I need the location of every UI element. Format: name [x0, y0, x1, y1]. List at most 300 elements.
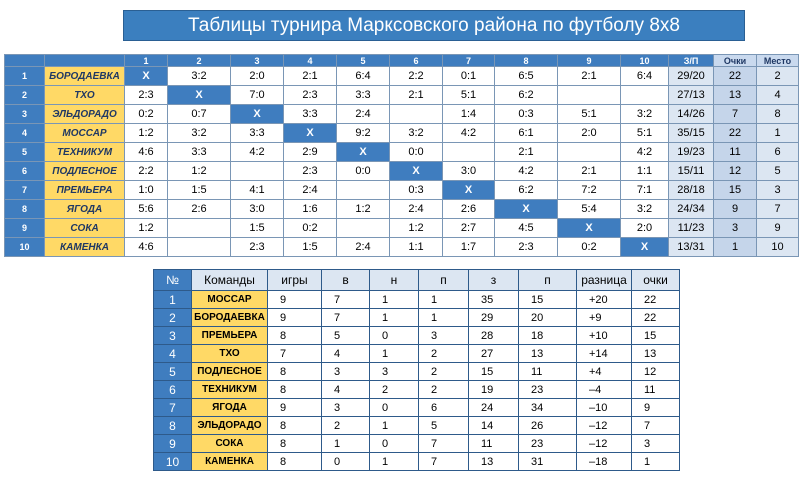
diagonal-cell: Х	[168, 86, 231, 105]
score-cell: 1:2	[125, 219, 168, 238]
stat-cell-games: 9	[268, 309, 322, 327]
score-cell: 2:9	[284, 143, 337, 162]
stat-cell-l: 5	[419, 417, 469, 435]
score-cell: 7:2	[558, 181, 621, 200]
place-cell: 1	[757, 124, 799, 143]
team-name: ЭЛЬДОРАДО	[45, 105, 125, 124]
stat-cell-games: 8	[268, 453, 322, 471]
score-cell	[337, 219, 390, 238]
stat-cell-pts: 1	[632, 453, 680, 471]
score-cell: 5:1	[443, 86, 495, 105]
score-cell: 4:6	[125, 143, 168, 162]
col-header-points: очки	[632, 270, 680, 291]
col-number: 5	[337, 55, 390, 67]
crosstable-row	[5, 124, 799, 143]
stat-cell-w: 5	[322, 327, 370, 345]
diagonal-cell: Х	[558, 219, 621, 238]
score-cell: 2:6	[168, 200, 231, 219]
crosstable-row	[5, 162, 799, 181]
score-cell: 4:6	[125, 238, 168, 257]
score-cell: 2:1	[390, 86, 443, 105]
place-cell: 10	[757, 238, 799, 257]
rank-cell: 2	[154, 309, 192, 327]
row-number: 4	[5, 124, 45, 143]
score-cell: 4:2	[231, 143, 284, 162]
stat-cell-w: 7	[322, 309, 370, 327]
score-cell: 6:2	[495, 86, 558, 105]
score-cell: 4:2	[495, 162, 558, 181]
score-cell: 1:2	[390, 219, 443, 238]
team-name: МОССАР	[192, 291, 268, 309]
row-number: 7	[5, 181, 45, 200]
goals-cell: 29/20	[669, 67, 714, 86]
score-cell: 2:1	[495, 143, 558, 162]
score-cell: 1:0	[125, 181, 168, 200]
team-name: СОКА	[45, 219, 125, 238]
team-name: ТЕХНИКУМ	[45, 143, 125, 162]
diagonal-cell: Х	[231, 105, 284, 124]
score-cell: 1:2	[168, 162, 231, 181]
stat-cell-w: 7	[322, 291, 370, 309]
score-cell: 6:4	[337, 67, 390, 86]
col-header-goals-against: п	[519, 270, 577, 291]
stat-cell-diff: –12	[577, 435, 632, 453]
zp-header: З/П	[669, 55, 714, 67]
points-cell: 7	[714, 105, 757, 124]
score-cell	[231, 162, 284, 181]
place-cell: 4	[757, 86, 799, 105]
points-cell: 12	[714, 162, 757, 181]
score-cell: 2:4	[337, 105, 390, 124]
standings-row	[154, 453, 680, 471]
standings-row	[154, 381, 680, 399]
crosstable-row	[5, 143, 799, 162]
stat-cell-diff: –10	[577, 399, 632, 417]
score-cell: 3:2	[390, 124, 443, 143]
diagonal-cell: Х	[337, 143, 390, 162]
stat-cell-pts: 22	[632, 309, 680, 327]
team-name: ЭЛЬДОРАДО	[192, 417, 268, 435]
place-cell: 7	[757, 200, 799, 219]
rank-cell: 5	[154, 363, 192, 381]
stat-cell-ga: 31	[519, 453, 577, 471]
row-number: 6	[5, 162, 45, 181]
col-header-number: №	[154, 270, 192, 291]
score-cell: 1:4	[443, 105, 495, 124]
score-cell: 2:4	[284, 181, 337, 200]
score-cell: 2:2	[390, 67, 443, 86]
stat-cell-d: 0	[370, 435, 419, 453]
stat-cell-w: 1	[322, 435, 370, 453]
row-number: 1	[5, 67, 45, 86]
stat-cell-games: 7	[268, 345, 322, 363]
row-number: 3	[5, 105, 45, 124]
score-cell: 3:0	[443, 162, 495, 181]
score-cell: 0:2	[125, 105, 168, 124]
rank-cell: 4	[154, 345, 192, 363]
col-number: 3	[231, 55, 284, 67]
crosstable-row	[5, 105, 799, 124]
team-name: БОРОДАЕВКА	[192, 309, 268, 327]
col-header-games: игры	[268, 270, 322, 291]
crosstable-header-row	[5, 55, 799, 67]
stat-cell-pts: 12	[632, 363, 680, 381]
col-header-teams: Команды	[192, 270, 268, 291]
rank-cell: 10	[154, 453, 192, 471]
score-cell	[168, 238, 231, 257]
stat-cell-pts: 9	[632, 399, 680, 417]
crosstable-row	[5, 238, 799, 257]
place-cell: 9	[757, 219, 799, 238]
stat-cell-diff: –12	[577, 417, 632, 435]
score-cell: 6:4	[621, 67, 669, 86]
stat-cell-games: 8	[268, 417, 322, 435]
team-name: ТХО	[45, 86, 125, 105]
team-name: ПРЕМЬЕРА	[45, 181, 125, 200]
points-cell: 13	[714, 86, 757, 105]
rank-cell: 6	[154, 381, 192, 399]
standings-row	[154, 327, 680, 345]
stat-cell-games: 8	[268, 435, 322, 453]
team-name: КАМЕНКА	[192, 453, 268, 471]
score-cell: 1:2	[125, 124, 168, 143]
points-cell: 9	[714, 200, 757, 219]
stat-cell-gf: 27	[469, 345, 519, 363]
score-cell: 0:1	[443, 67, 495, 86]
stat-cell-ga: 15	[519, 291, 577, 309]
diagonal-cell: Х	[284, 124, 337, 143]
place-header: Место	[757, 55, 799, 67]
stat-cell-w: 3	[322, 363, 370, 381]
score-cell: 6:2	[495, 181, 558, 200]
score-cell: 5:6	[125, 200, 168, 219]
score-cell: 1:5	[231, 219, 284, 238]
stat-cell-w: 2	[322, 417, 370, 435]
score-cell: 9:2	[337, 124, 390, 143]
stat-cell-gf: 14	[469, 417, 519, 435]
team-name: ПОДЛЕСНОЕ	[192, 363, 268, 381]
points-cell: 11	[714, 143, 757, 162]
stat-cell-d: 3	[370, 363, 419, 381]
score-cell: 3:2	[621, 200, 669, 219]
score-cell: 3:3	[284, 105, 337, 124]
score-cell: 4:2	[443, 124, 495, 143]
rank-cell: 1	[154, 291, 192, 309]
stat-cell-gf: 11	[469, 435, 519, 453]
score-cell: 3:0	[231, 200, 284, 219]
rank-cell: 8	[154, 417, 192, 435]
rank-cell: 7	[154, 399, 192, 417]
stat-cell-games: 9	[268, 399, 322, 417]
goals-cell: 14/26	[669, 105, 714, 124]
score-cell	[621, 86, 669, 105]
stat-cell-games: 8	[268, 363, 322, 381]
points-cell: 3	[714, 219, 757, 238]
stat-cell-pts: 7	[632, 417, 680, 435]
score-cell: 1:2	[337, 200, 390, 219]
goals-cell: 11/23	[669, 219, 714, 238]
corner-cell	[5, 55, 45, 67]
stat-cell-d: 2	[370, 381, 419, 399]
score-cell: 2:3	[495, 238, 558, 257]
points-cell: 15	[714, 181, 757, 200]
score-cell: 2:7	[443, 219, 495, 238]
crosstable-row	[5, 200, 799, 219]
score-cell: 1:1	[621, 162, 669, 181]
col-header-draws: н	[370, 270, 419, 291]
stat-cell-diff: +10	[577, 327, 632, 345]
stat-cell-games: 9	[268, 291, 322, 309]
score-cell: 1:1	[390, 238, 443, 257]
row-number: 8	[5, 200, 45, 219]
place-cell: 3	[757, 181, 799, 200]
goals-cell: 15/11	[669, 162, 714, 181]
stat-cell-l: 1	[419, 309, 469, 327]
score-cell: 0:7	[168, 105, 231, 124]
stat-cell-games: 8	[268, 327, 322, 345]
col-number: 8	[495, 55, 558, 67]
score-cell: 2:1	[558, 162, 621, 181]
stat-cell-d: 1	[370, 309, 419, 327]
team-name: МОССАР	[45, 124, 125, 143]
goals-cell: 19/23	[669, 143, 714, 162]
score-cell: 1:7	[443, 238, 495, 257]
stat-cell-d: 0	[370, 327, 419, 345]
stat-cell-ga: 23	[519, 435, 577, 453]
row-number: 10	[5, 238, 45, 257]
stat-cell-l: 3	[419, 327, 469, 345]
row-number: 2	[5, 86, 45, 105]
score-cell: 0:0	[337, 162, 390, 181]
stat-cell-ga: 20	[519, 309, 577, 327]
score-cell: 0:3	[495, 105, 558, 124]
team-name: ЯГОДА	[45, 200, 125, 219]
stat-cell-l: 7	[419, 453, 469, 471]
score-cell: 2:1	[558, 67, 621, 86]
standings-row	[154, 399, 680, 417]
stat-cell-l: 2	[419, 381, 469, 399]
stat-cell-d: 1	[370, 345, 419, 363]
stat-cell-pts: 15	[632, 327, 680, 345]
stat-cell-l: 2	[419, 345, 469, 363]
goals-cell: 28/18	[669, 181, 714, 200]
score-cell: 5:1	[621, 124, 669, 143]
score-cell: 1:5	[284, 238, 337, 257]
stat-cell-pts: 22	[632, 291, 680, 309]
page-title: Таблицы турнира Марксовского района по футболу 8х8	[123, 10, 745, 41]
stat-cell-diff: +20	[577, 291, 632, 309]
score-cell: 4:1	[231, 181, 284, 200]
score-cell	[168, 219, 231, 238]
score-cell: 2:0	[231, 67, 284, 86]
stat-cell-ga: 11	[519, 363, 577, 381]
stat-cell-games: 8	[268, 381, 322, 399]
stat-cell-ga: 26	[519, 417, 577, 435]
place-cell: 2	[757, 67, 799, 86]
stat-cell-w: 4	[322, 345, 370, 363]
score-cell: 5:1	[558, 105, 621, 124]
stat-cell-ga: 34	[519, 399, 577, 417]
score-cell: 3:3	[231, 124, 284, 143]
stat-cell-l: 1	[419, 291, 469, 309]
team-name: ТЕХНИКУМ	[192, 381, 268, 399]
points-header: Очки	[714, 55, 757, 67]
place-cell: 5	[757, 162, 799, 181]
score-cell: 2:6	[443, 200, 495, 219]
crosstable-row	[5, 219, 799, 238]
goals-cell: 27/13	[669, 86, 714, 105]
stat-cell-diff: +9	[577, 309, 632, 327]
goals-cell: 13/31	[669, 238, 714, 257]
rank-cell: 3	[154, 327, 192, 345]
score-cell: 0:3	[390, 181, 443, 200]
stat-cell-d: 0	[370, 399, 419, 417]
stat-cell-pts: 3	[632, 435, 680, 453]
score-cell: 2:2	[125, 162, 168, 181]
score-cell: 2:3	[231, 238, 284, 257]
row-number: 5	[5, 143, 45, 162]
stat-cell-diff: +14	[577, 345, 632, 363]
stat-cell-diff: –18	[577, 453, 632, 471]
col-number: 10	[621, 55, 669, 67]
team-name: ТХО	[192, 345, 268, 363]
team-name: ПРЕМЬЕРА	[192, 327, 268, 345]
diagonal-cell: Х	[390, 162, 443, 181]
points-cell: 22	[714, 124, 757, 143]
score-cell: 7:1	[621, 181, 669, 200]
stat-cell-pts: 13	[632, 345, 680, 363]
rank-cell: 9	[154, 435, 192, 453]
stat-cell-gf: 13	[469, 453, 519, 471]
score-cell	[390, 105, 443, 124]
place-cell: 8	[757, 105, 799, 124]
col-number: 2	[168, 55, 231, 67]
stat-cell-gf: 29	[469, 309, 519, 327]
score-cell: 3:2	[168, 67, 231, 86]
stat-cell-l: 7	[419, 435, 469, 453]
col-header-goals-for: з	[469, 270, 519, 291]
team-name: КАМЕНКА	[45, 238, 125, 257]
stat-cell-ga: 23	[519, 381, 577, 399]
stat-cell-d: 1	[370, 453, 419, 471]
score-cell: 1:6	[284, 200, 337, 219]
col-header-losses: п	[419, 270, 469, 291]
score-cell: 2:0	[621, 219, 669, 238]
diagonal-cell: Х	[621, 238, 669, 257]
score-cell: 2:0	[558, 124, 621, 143]
corner-cell	[45, 55, 125, 67]
col-number: 4	[284, 55, 337, 67]
col-number: 7	[443, 55, 495, 67]
score-cell: 6:5	[495, 67, 558, 86]
col-header-difference: разница	[577, 270, 632, 291]
standings-header-row	[154, 270, 680, 291]
stat-cell-ga: 13	[519, 345, 577, 363]
score-cell: 2:4	[337, 238, 390, 257]
stat-cell-pts: 11	[632, 381, 680, 399]
standings-table	[153, 269, 680, 471]
score-cell: 2:3	[284, 162, 337, 181]
stat-cell-gf: 19	[469, 381, 519, 399]
score-cell: 0:2	[284, 219, 337, 238]
row-number: 9	[5, 219, 45, 238]
score-cell	[558, 143, 621, 162]
team-name: ПОДЛЕСНОЕ	[45, 162, 125, 181]
score-cell: 3:2	[621, 105, 669, 124]
diagonal-cell: Х	[125, 67, 168, 86]
stat-cell-w: 0	[322, 453, 370, 471]
standings-row	[154, 345, 680, 363]
score-cell: 0:2	[558, 238, 621, 257]
points-cell: 22	[714, 67, 757, 86]
crosstable-row	[5, 67, 799, 86]
standings-row	[154, 309, 680, 327]
score-cell: 0:0	[390, 143, 443, 162]
stat-cell-ga: 18	[519, 327, 577, 345]
score-cell: 4:2	[621, 143, 669, 162]
stat-cell-l: 6	[419, 399, 469, 417]
stat-cell-d: 1	[370, 417, 419, 435]
stat-cell-gf: 15	[469, 363, 519, 381]
score-cell: 2:1	[284, 67, 337, 86]
score-cell: 2:4	[390, 200, 443, 219]
stat-cell-w: 3	[322, 399, 370, 417]
score-cell: 2:3	[125, 86, 168, 105]
crosstable-row	[5, 86, 799, 105]
place-cell: 6	[757, 143, 799, 162]
standings-row	[154, 417, 680, 435]
col-header-wins: в	[322, 270, 370, 291]
score-cell: 5:4	[558, 200, 621, 219]
stat-cell-diff: –4	[577, 381, 632, 399]
score-cell: 7:0	[231, 86, 284, 105]
score-cell: 3:3	[337, 86, 390, 105]
score-cell: 6:1	[495, 124, 558, 143]
stat-cell-d: 1	[370, 291, 419, 309]
score-cell	[558, 86, 621, 105]
standings-row	[154, 291, 680, 309]
stat-cell-gf: 35	[469, 291, 519, 309]
points-cell: 1	[714, 238, 757, 257]
team-name: БОРОДАЕВКА	[45, 67, 125, 86]
col-number: 1	[125, 55, 168, 67]
goals-cell: 24/34	[669, 200, 714, 219]
team-name: СОКА	[192, 435, 268, 453]
score-cell: 1:5	[168, 181, 231, 200]
team-name: ЯГОДА	[192, 399, 268, 417]
stat-cell-diff: +4	[577, 363, 632, 381]
standings-row	[154, 435, 680, 453]
standings-row	[154, 363, 680, 381]
crosstable-row	[5, 181, 799, 200]
stat-cell-gf: 24	[469, 399, 519, 417]
crosstable	[4, 54, 799, 257]
score-cell	[337, 181, 390, 200]
score-cell: 4:5	[495, 219, 558, 238]
stat-cell-gf: 28	[469, 327, 519, 345]
col-number: 9	[558, 55, 621, 67]
diagonal-cell: Х	[443, 181, 495, 200]
goals-cell: 35/15	[669, 124, 714, 143]
score-cell: 3:2	[168, 124, 231, 143]
score-cell	[443, 143, 495, 162]
diagonal-cell: Х	[495, 200, 558, 219]
score-cell: 3:3	[168, 143, 231, 162]
stat-cell-l: 2	[419, 363, 469, 381]
stat-cell-w: 4	[322, 381, 370, 399]
col-number: 6	[390, 55, 443, 67]
score-cell: 2:3	[284, 86, 337, 105]
